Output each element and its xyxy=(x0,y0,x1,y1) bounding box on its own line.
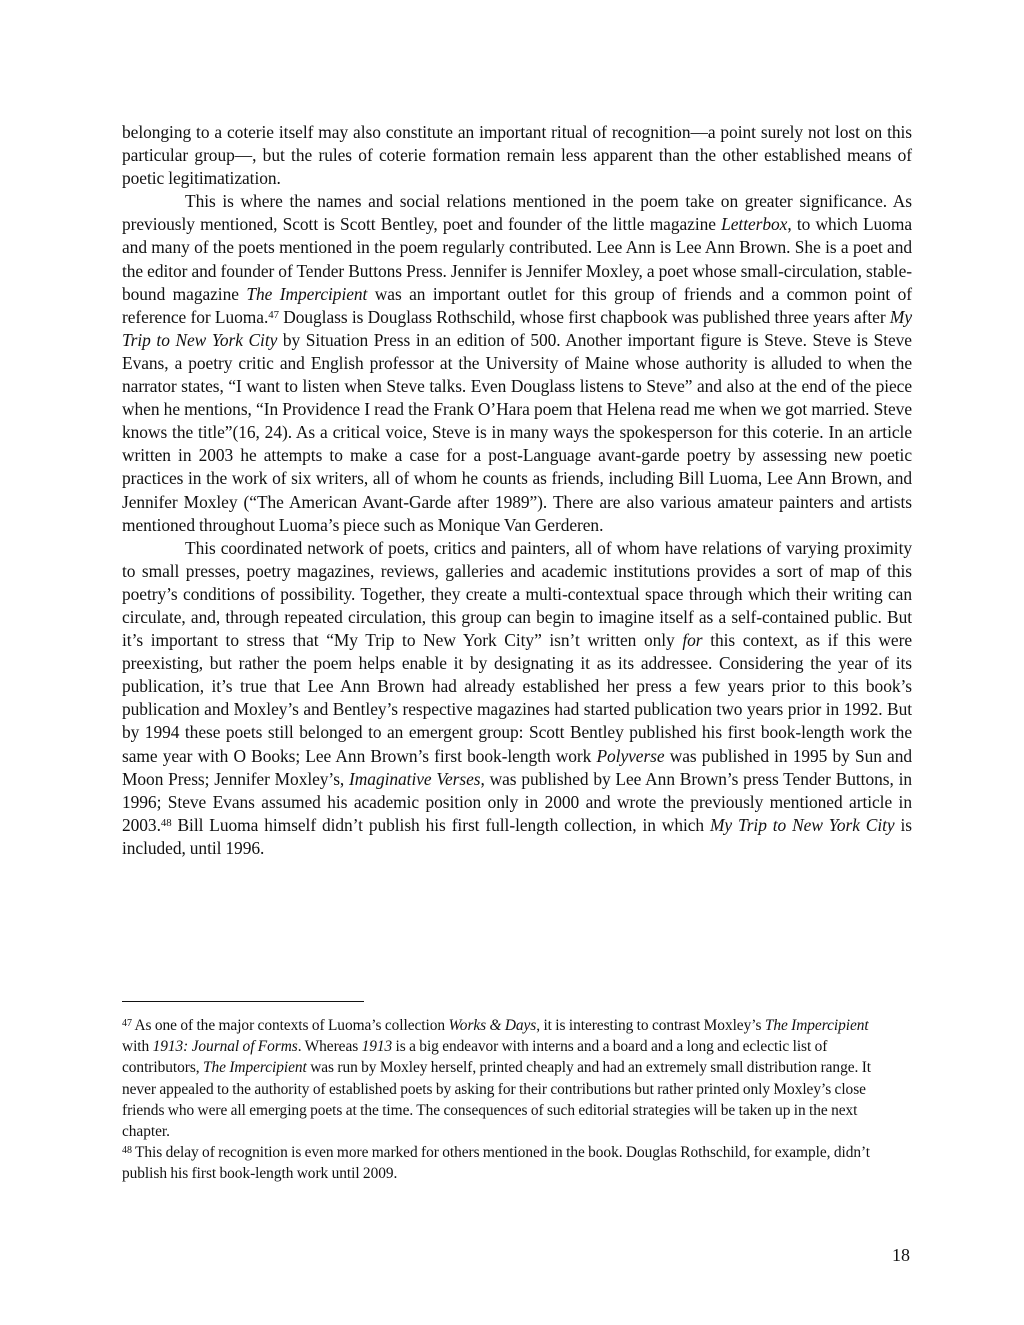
title-1913-journal: 1913: Journal of Forms xyxy=(152,1038,298,1056)
footnote-number: 48 xyxy=(122,1144,132,1156)
title-imaginative-verses: Imaginative Verses xyxy=(349,768,481,789)
footnote-text: was run by Moxley herself, printed cheaply and had an extremely small distribution range. It never appealed to the authority of established poets by asking for their contributions but rather printed only Moxley’s close friends who were all emerging poets at the time. The consequences of such editorial strategies will be taken up in the next chapter. xyxy=(122,1059,871,1141)
paragraph-text: , to which Luoma and many of the poets mentioned in the poem regularly contributed. Lee Ann is Lee Ann Brown. She is a poet and the editor and founder of Tender Buttons Press. Jennifer is Jennifer Moxley, a poet whose small-circulation, stable-bound magazine xyxy=(122,214,912,304)
footnote-text: , it is interesting to contrast Moxley’s xyxy=(536,1017,765,1034)
title-polyverse: Polyverse xyxy=(596,745,665,766)
title-my-trip: My Trip to New York City xyxy=(710,814,895,835)
paragraph-2 xyxy=(122,190,912,536)
footnotes xyxy=(122,1015,890,1185)
paragraph-text: was published in 1995 by Sun and Moon Press; Jennifer Moxley’s, xyxy=(122,745,912,789)
title-the-impercipient: The Impercipient xyxy=(764,1017,869,1034)
title-1913: 1913 xyxy=(361,1038,393,1056)
paragraph-text: This coordinated network of poets, critics and painters, all of whom have relations of varying proximity to small presses, poetry magazines, reviews, galleries and academic institutions provides a sort of map of this poetry’s conditions of possibility. Together, they create a multi-contextual space through which their writing can circulate, and, through repeated circulation, this group can begin to imagine itself as a self-contained public. But it’s important to stress that “My Trip to New York City” isn’t written only xyxy=(122,537,912,651)
page-number: 18 xyxy=(892,1245,910,1265)
footnote-text: with xyxy=(122,1038,153,1056)
paragraph-text: This is where the names and social relations mentioned in the poem take on greater significance. As previously mentioned, Scott is Scott Bentley, poet and founder of the little magazine xyxy=(122,191,912,235)
title-works-and-days: Works & Days xyxy=(448,1017,537,1034)
paragraph-3 xyxy=(122,537,912,860)
title-the-impercipient: The Impercipient xyxy=(246,283,368,304)
footnote-48 xyxy=(122,1142,890,1184)
footnote-text: As one of the major contexts of Luoma’s collection xyxy=(131,1017,449,1034)
paragraph-text: , was published by Lee Ann Brown’s press Tender Buttons, in 1996; Steve Evans assumed his academic position only in 2000 and wrote the previously mentioned article in 2003. xyxy=(122,768,913,835)
footnote-ref-47[interactable]: 47 xyxy=(268,308,279,321)
paragraph-1 xyxy=(122,121,912,190)
emphasis-for: for xyxy=(682,630,703,651)
paragraph-text: belonging to a coterie itself may also constitute an important ritual of recognition—a point surely not lost on this particular group—, but the rules of coterie formation remain less apparent than the other established means of poetic legitimatization. xyxy=(122,122,912,189)
footnote-47 xyxy=(122,1015,890,1142)
title-letterbox: Letterbox xyxy=(721,214,788,235)
footnote-text: This delay of recognition is even more marked for others mentioned in the book. Douglas Rothschild, for example, didn’t publish his first book-length work until 2009. xyxy=(122,1144,871,1183)
body-text xyxy=(122,121,912,860)
title-my-trip: My Trip to New York City xyxy=(122,306,912,350)
footnote-ref-48[interactable]: 48 xyxy=(160,816,172,829)
paragraph-text: by Situation Press in an edition of 500. Another important figure is Steve. Steve is Steve Evans, a poetry critic and English professor at the University of Maine whose authority is alluded to when the narrator states, “I want to listen when Steve talks. Even Douglass listens to Steve” and also at the end of the piece when he mentions, “In Providence I read the Frank O’Hara poem that Helena read me when we got married. Steve knows the title”(16, 24). As a critical voice, Steve is in many ways the spokesperson for this coterie. In an article written in 2003 he attempts to make a case for a post-Language avant-garde poetry by assessing new poetic practices in the work of six writers, all of whom he counts as friends, including Bill Luoma, Lee Ann Brown, and Jennifer Moxley (“The American Avant-Garde after 1989”). There are also various amateur painters and artists mentioned throughout Luoma’s piece such as Monique Van Gerderen. xyxy=(122,329,912,535)
footnote-number: 47 xyxy=(122,1017,132,1029)
footnote-divider xyxy=(122,1001,364,1002)
paragraph-text: Douglass is Douglass Rothschild, whose first chapbook was published three years after xyxy=(278,306,890,327)
paragraph-text: this context, as if this were preexisting, but rather the poem helps enable it by designating it as its addressee. Considering the year of its publication, it’s true that Lee Ann Brown had already established her press a few years prior to this book’s publication and Moxley’s and Bentley’s respective magazines had started publication two years prior in 1992. But by 1994 these poets still belonged to an emergent group: Scott Bentley published his first book-length work the same year with O Books; Lee Ann Brown’s first book-length work xyxy=(122,630,912,766)
footnote-text: . Whereas xyxy=(297,1038,362,1056)
footnote-text: is a big endeavor with interns and a board and a long and eclectic list of contributors, xyxy=(122,1038,828,1077)
paragraph-text: is included, until 1996. xyxy=(122,814,913,858)
title-the-impercipient: The Impercipient xyxy=(202,1059,307,1077)
paragraph-text: Bill Luoma himself didn’t publish his first full-length collection, in which xyxy=(171,814,710,835)
paragraph-text: was an important outlet for this group of friends and a common point of reference for Luoma. xyxy=(122,283,912,327)
